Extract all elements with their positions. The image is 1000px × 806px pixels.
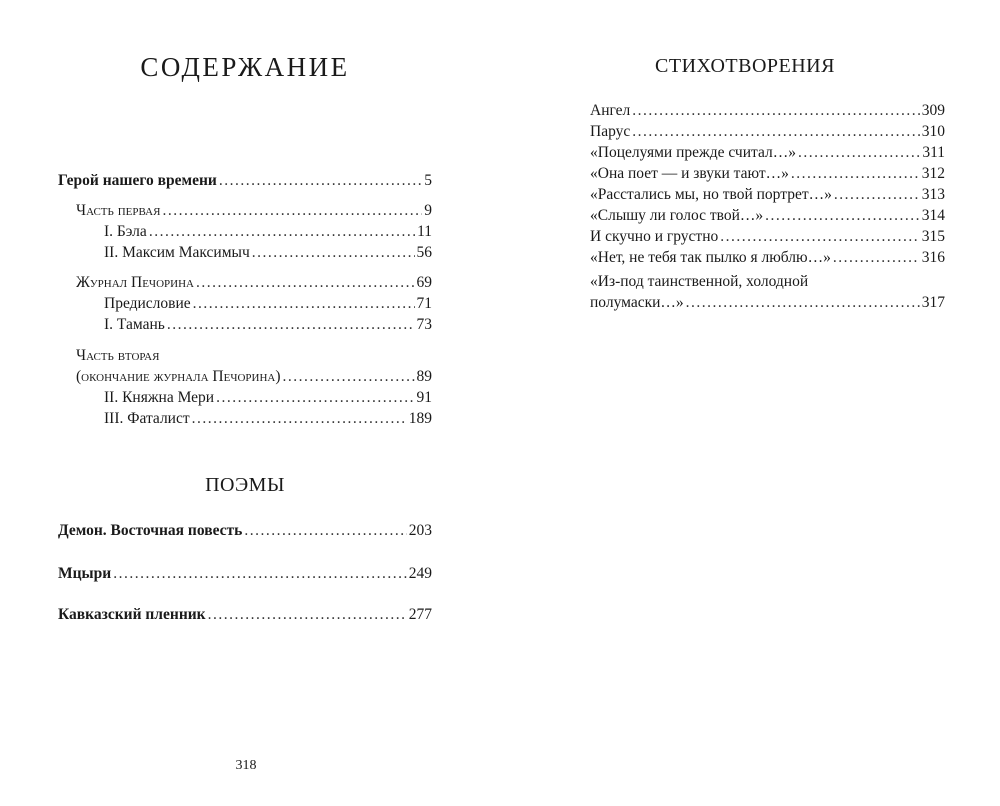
toc-entry-verse[interactable] (590, 247, 945, 268)
toc-leader-dots (833, 247, 920, 268)
toc-entry-verse[interactable] (590, 226, 945, 247)
toc-entry-part-one[interactable] (76, 200, 432, 221)
toc-leader-dots (283, 366, 415, 387)
right-page (500, 0, 1000, 806)
toc-entry-page: 277 (408, 606, 432, 623)
toc-entry-maksim[interactable] (104, 242, 432, 263)
toc-entry-page: 5 (424, 172, 432, 189)
toc-entry-title: Мцыри (58, 565, 112, 582)
toc-entry-title: Парус (590, 123, 631, 140)
toc-leader-dots (219, 170, 422, 191)
toc-entry-verse[interactable] (590, 142, 945, 163)
toc-entry-verse[interactable] (590, 100, 945, 121)
toc-leader-dots (791, 163, 920, 184)
toc-entry-verse[interactable] (590, 121, 945, 142)
toc-entry-verse[interactable] (590, 184, 945, 205)
toc-entry-bela[interactable] (104, 221, 432, 242)
toc-entry-page: 316 (921, 249, 945, 266)
toc-entry-fatalist[interactable] (104, 408, 432, 429)
toc-leader-dots (167, 314, 415, 335)
toc-entry-page: 315 (921, 228, 945, 245)
toc-entry-title: Предисловие (104, 295, 191, 312)
verses-heading: СТИХОТВОРЕНИЯ (655, 55, 835, 77)
toc-leader-dots (632, 100, 919, 121)
toc-leader-dots (765, 205, 920, 226)
toc-entry-part-two-line1[interactable]: Часть вторая (76, 347, 160, 364)
toc-entry-journal[interactable] (76, 272, 432, 293)
toc-entry-title: И скучно и грустно (590, 228, 719, 245)
toc-entry-meri[interactable] (104, 387, 432, 408)
toc-entry-verse[interactable] (590, 163, 945, 184)
toc-entry-page: 310 (921, 123, 945, 140)
toc-entry-title: «Нет, не тебя так пылко я люблю…» (590, 249, 831, 266)
toc-leader-dots (196, 272, 415, 293)
toc-entry-page: 9 (424, 202, 432, 219)
toc-entry-title: II. Максим Максимыч (104, 244, 250, 261)
toc-entry-title: Часть первая (76, 202, 161, 219)
toc-leader-dots (252, 242, 415, 263)
toc-entry-title: «Она поет — и звуки тают…» (590, 165, 789, 182)
toc-entry-title: Ангел (590, 102, 631, 119)
toc-leader-dots (834, 184, 920, 205)
toc-entry-verse[interactable] (590, 205, 945, 226)
poems-heading: ПОЭМЫ (205, 474, 285, 496)
toc-entry-page: 69 (416, 274, 432, 291)
toc-entry-title: «Поцелуями прежде считал…» (590, 144, 796, 161)
toc-entry-page: 309 (921, 102, 945, 119)
toc-entry-title: I. Бэла (104, 223, 147, 240)
toc-entry-page: 312 (921, 165, 945, 182)
toc-entry-title: полумаски…» (590, 294, 684, 311)
toc-entry-title: Демон. Восточная повесть (58, 522, 243, 539)
toc-entry-page: 317 (921, 294, 945, 311)
toc-leader-dots (720, 226, 920, 247)
toc-entry-page: 91 (416, 389, 432, 406)
toc-entry-page: 89 (416, 368, 432, 385)
toc-entry-hero[interactable] (58, 170, 432, 191)
toc-entry-page: 73 (416, 316, 432, 333)
toc-entry-preface[interactable] (104, 293, 432, 314)
toc-entry-page: 249 (408, 565, 432, 582)
toc-leader-dots (162, 200, 422, 221)
toc-entry-mtsyri[interactable] (58, 563, 432, 584)
toc-entry-page: 314 (921, 207, 945, 224)
toc-entry-page: 71 (416, 295, 432, 312)
toc-entry-page: 203 (408, 522, 432, 539)
contents-title: СОДЕРЖАНИЕ (140, 52, 350, 82)
toc-entry-page: 56 (416, 244, 432, 261)
toc-entry-title: Кавказский пленник (58, 606, 206, 623)
toc-entry-demon[interactable] (58, 520, 432, 541)
toc-entry-title: II. Княжна Мери (104, 389, 215, 406)
toc-leader-dots (216, 387, 414, 408)
toc-leader-dots (632, 121, 920, 142)
toc-leader-dots (798, 142, 920, 163)
toc-entry-page: 311 (922, 144, 945, 161)
toc-entry-verse-last-line1[interactable]: «Из-под таинственной, холодной (590, 273, 809, 290)
toc-entry-title: III. Фаталист (104, 410, 190, 427)
toc-entry-title: «Расстались мы, но твой портрет…» (590, 186, 832, 203)
toc-leader-dots (113, 563, 407, 584)
toc-leader-dots (192, 408, 407, 429)
toc-entry-page: 189 (408, 410, 432, 427)
toc-entry-title: Герой нашего времени (58, 172, 217, 189)
toc-entry-verse-last[interactable] (590, 292, 945, 313)
toc-entry-title: (окончание журнала Печорина) (76, 368, 281, 385)
toc-entry-page: 313 (921, 186, 945, 203)
toc-entry-title: «Слышу ли голос твой…» (590, 207, 764, 224)
toc-entry-title: I. Тамань (104, 316, 165, 333)
toc-leader-dots (686, 292, 920, 313)
toc-leader-dots (244, 520, 406, 541)
toc-leader-dots (193, 293, 415, 314)
toc-entry-kavkazsky-plennik[interactable] (58, 604, 432, 625)
toc-leader-dots (149, 221, 415, 242)
toc-entry-taman[interactable] (104, 314, 432, 335)
toc-entry-page: 11 (417, 223, 432, 240)
toc-entry-title: Журнал Печорина (76, 274, 194, 291)
toc-entry-part-two[interactable] (76, 366, 432, 387)
page-number: 318 (235, 758, 257, 773)
toc-leader-dots (208, 604, 407, 625)
